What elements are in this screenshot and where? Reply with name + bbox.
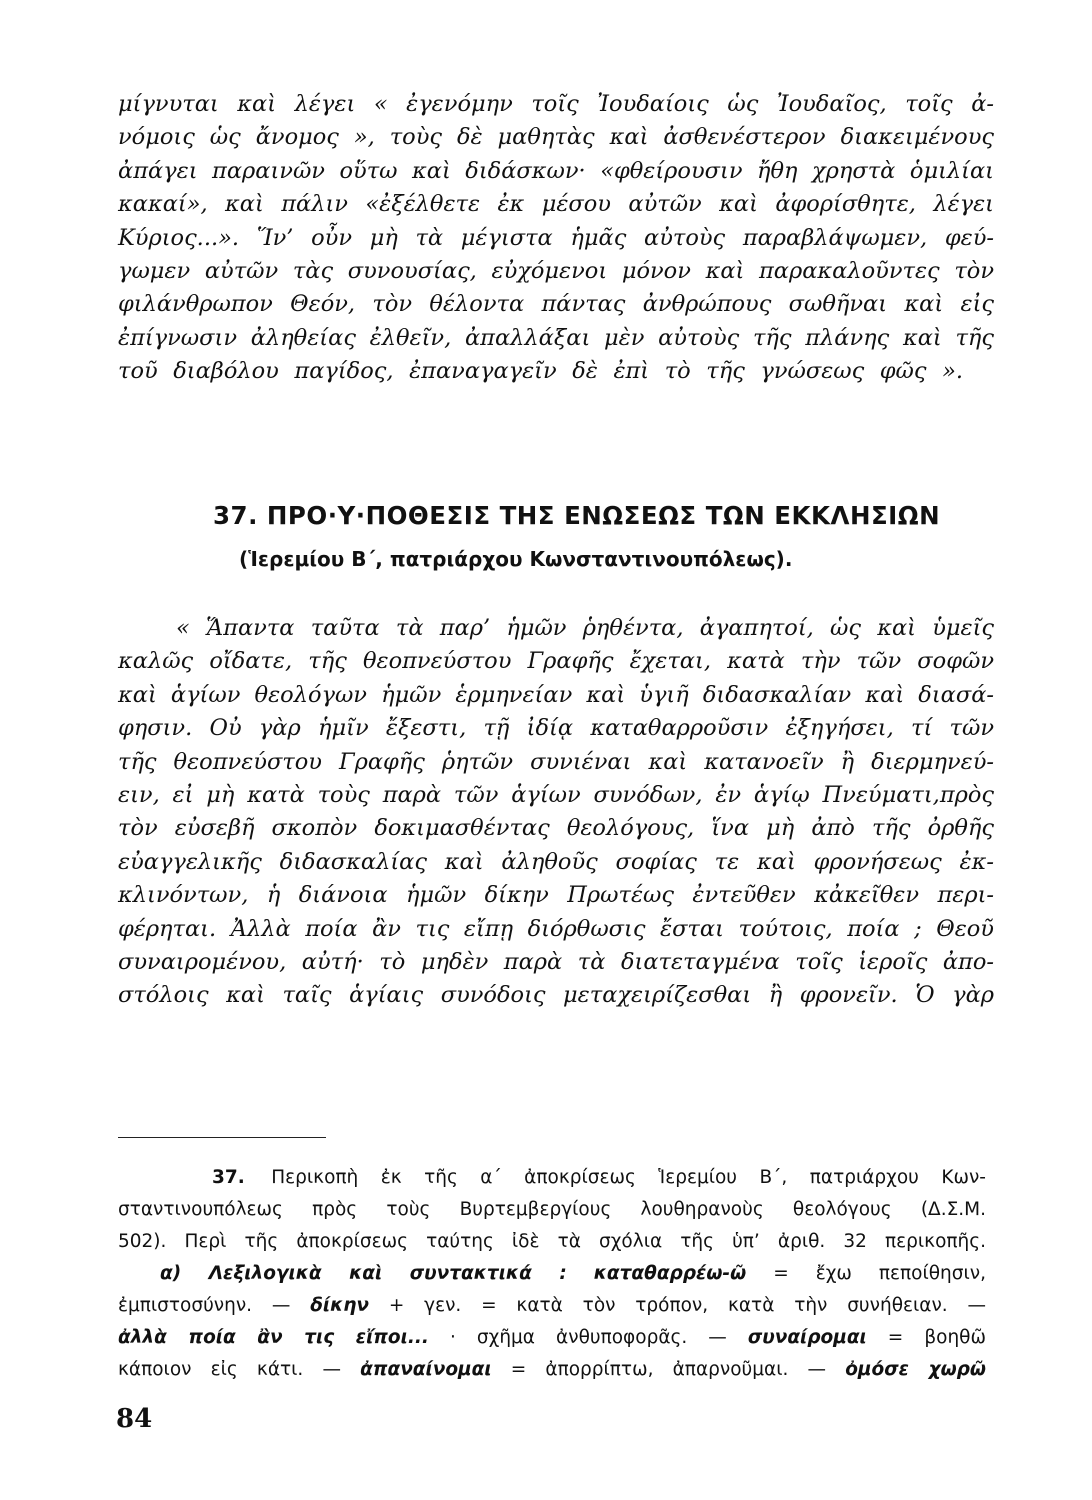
- text-line: κλινόντων, ἡ διάνοια ἡμῶν δίκην Πρωτέως ἐντεῦθεν κἀκεῖθεν περι-: [118, 882, 994, 909]
- text-line: ἐπίγνωσιν ἀληθείας ἐλθεῖν, ἀπαλλάξαι μὲν αὐτοὺς τῆς πλάνης καὶ τῆς: [118, 324, 994, 351]
- text-line: φιλάνθρωπον Θεόν, τὸν θέλοντα πάντας ἀνθρώπους σωθῆναι καὶ εἰς: [118, 291, 994, 318]
- text-line: τῆς θεοπνεύστου Γραφῆς ῥητῶν συνιέναι καὶ κατανοεῖν ἢ διερμηνεύ-: [118, 748, 994, 775]
- text-line: συναιρομένου, αὐτή· τὸ μηδὲν παρὰ τὰ διατεταγμένα τοῖς ἱεροῖς ἀπο-: [118, 948, 994, 975]
- body-paragraph-1: [118, 88, 994, 389]
- gloss-term: ὀμόσε χωρῶ: [845, 1359, 986, 1380]
- text-line: Κύριος...». Ἵν’ οὖν μὴ τὰ μέγιστα ἡμᾶς αὐτοὺς παραβλάψωμεν, φεύ-: [118, 224, 994, 251]
- text-line: τοῦ διαβόλου παγίδος, ἐπαναγαγεῖν δὲ ἐπὶ τὸ τῆς γνώσεως φῶς ».: [118, 358, 963, 385]
- footnote-line: [118, 1322, 986, 1354]
- gloss-term: ἀλλὰ ποία ἂν τις εἴποι...: [118, 1327, 429, 1348]
- text-line: ειν, εἰ μὴ κατὰ τοὺς παρὰ τῶν ἁγίων συνόδων, ἐν ἁγίῳ Πνεύματι,πρὸς: [118, 781, 994, 808]
- gloss-definition: κάποιον εἰς κάτι. —: [118, 1359, 341, 1380]
- text-line: τὸν εὐσεβῆ σκοπὸν δοκιμασθέντας θεολόγους, ἵνα μὴ ἀπὸ τῆς ὀρθῆς: [118, 815, 994, 842]
- gloss-definition: = βοηθῶ: [887, 1327, 986, 1348]
- text-line: νόμοις ὡς ἄνομος », τοὺς δὲ μαθητὰς καὶ ἀσθενέστερον διακειμένους: [118, 124, 994, 151]
- gloss-term: ἀπαναίνομαι: [360, 1359, 492, 1380]
- text-line: γωμεν αὐτῶν τὰς συνουσίας, εὐχόμενοι μόνον καὶ παρακαλοῦντες τὸν: [118, 257, 994, 284]
- text-line: μίγνυται καὶ λέγει « ἐγενόμην τοῖς Ἰουδαίοις ὡς Ἰουδαῖος, τοῖς ἀ-: [118, 91, 994, 117]
- footnote: [118, 1162, 986, 1386]
- gloss-term: δίκην: [310, 1295, 370, 1316]
- section-subheading: (Ἱερεμίου Β΄, πατριάρχου Κωνσταντινουπόλεως).: [239, 547, 793, 571]
- text-line: εὐαγγελικῆς διδασκαλίας καὶ ἀληθοῦς σοφίας τε καὶ φρονήσεως ἐκ-: [118, 848, 994, 875]
- gloss-definition: = ἀπορρίπτω, ἀπαρνοῦμαι. —: [510, 1359, 827, 1380]
- text-line: φησιν. Οὐ γὰρ ἡμῖν ἔξεστι, τῇ ἰδίᾳ καταθαρροῦσιν ἐξηγήσει, τί τῶν: [118, 715, 994, 742]
- gloss-term: καταθαρρέω-ῶ: [593, 1263, 747, 1284]
- gloss-definition: = ἔχω πεποίθησιν,: [773, 1263, 986, 1284]
- gloss-definition: ἐμπιστοσύνην. —: [118, 1295, 291, 1316]
- footnote-number: 37.: [212, 1167, 245, 1188]
- section-heading: 37. ΠΡΟ·Υ·ΠΟΘΕΣΙΣ ΤΗΣ ΕΝΩΣΕΩΣ ΤΩΝ ΕΚΚΛΗΣΙΩΝ: [213, 501, 941, 530]
- gloss-definition: · σχῆμα ἀνθυποφορᾶς. —: [449, 1327, 727, 1348]
- footnote-line: [118, 1290, 986, 1322]
- text-line: φέρηται. Ἀλλὰ ποία ἂν τις εἴπῃ διόρθωσις ἔσται τούτοις, ποία ; Θεοῦ: [118, 915, 994, 942]
- gloss-definition: + γεν. = κατὰ τὸν τρόπον, κατὰ τὴν συνήθειαν. —: [388, 1295, 986, 1316]
- footnote-divider: [118, 1137, 326, 1138]
- gloss-term: συναίρομαι: [747, 1327, 867, 1348]
- text-line: καλῶς οἴδατε, τῆς θεοπνεύστου Γραφῆς ἔχεται, κατὰ τὴν τῶν σοφῶν: [118, 648, 994, 675]
- footnote-line: [212, 1162, 986, 1194]
- text-line: στόλοις καὶ ταῖς ἁγίαις συνόδοις μεταχειρίζεσθαι ἢ φρονεῖν. Ὁ γὰρ: [118, 982, 994, 1009]
- text-line: κακαί», καὶ πάλιν «ἐξέλθετε ἐκ μέσου αὐτῶν καὶ ἀφορίσθητε, λέγει: [118, 191, 994, 218]
- page-number: 84: [116, 1404, 153, 1434]
- footnote-line: [160, 1258, 986, 1290]
- text-line: καὶ ἁγίων θεολόγων ἡμῶν ἑρμηνείαν καὶ ὑγιῆ διδασκαλίαν καὶ διασά-: [118, 681, 994, 708]
- footnote-line: [118, 1354, 986, 1386]
- footnote-line: σταντινουπόλεως πρὸς τοὺς Βυρτεμβεργίους λουθηρανοὺς θεολόγους (Δ.Σ.Μ.: [118, 1199, 986, 1220]
- body-paragraph-2: [118, 612, 994, 1013]
- footnote-text: Περικοπὴ ἐκ τῆς α΄ ἀποκρίσεως Ἱερεμίου Β΄, πατριάρχου Κων-: [271, 1167, 986, 1188]
- gloss-label: α) Λεξιλογικὰ καὶ συντακτικά :: [160, 1263, 567, 1284]
- footnote-line: 502). Περὶ τῆς ἀποκρίσεως ταύτης ἰδὲ τὰ σχόλια τῆς ὑπ’ ἀριθ. 32 περικοπῆς.: [118, 1231, 986, 1252]
- text-line: ἀπάγει παραινῶν οὕτω καὶ διδάσκων· «φθείρουσιν ἤθη χρηστὰ ὁμιλίαι: [118, 157, 994, 184]
- text-line: « Ἅπαντα ταῦτα τὰ παρ’ ἡμῶν ῥηθέντα, ἀγαπητοί, ὡς καὶ ὑμεῖς: [176, 615, 994, 641]
